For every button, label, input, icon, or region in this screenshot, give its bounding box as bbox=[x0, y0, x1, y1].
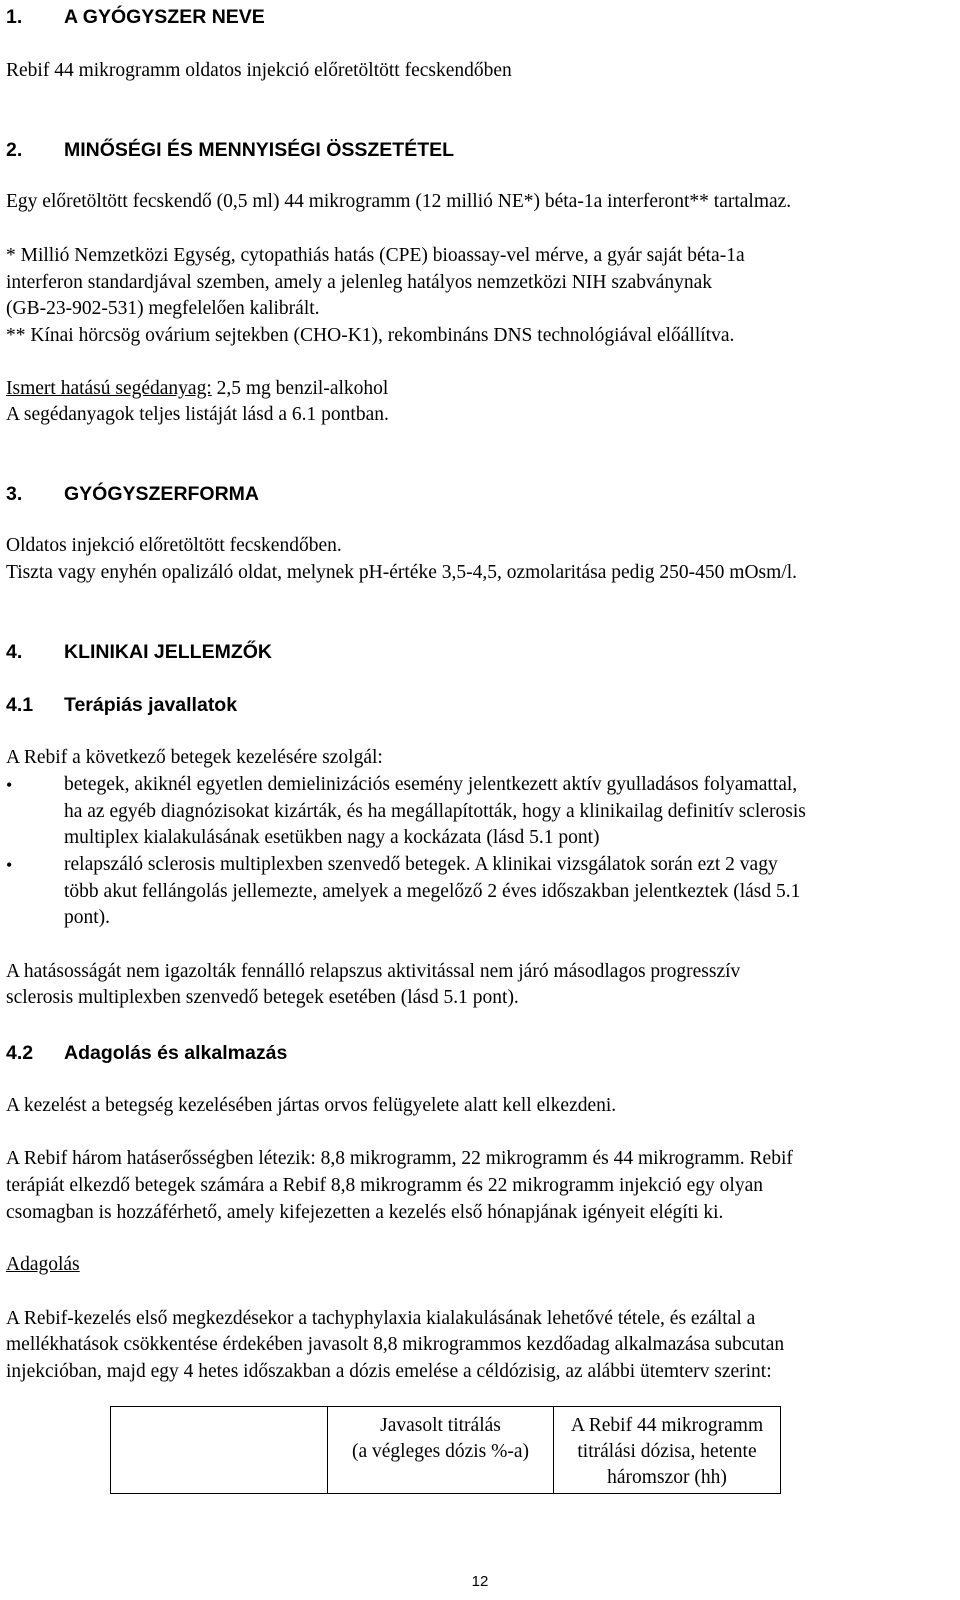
dosage-subheading: Adagolás bbox=[6, 1254, 80, 1275]
section-4-1-heading: 4.1 Terápiás javallatok bbox=[6, 694, 238, 716]
dosage-line: injekcióban, majd egy 4 hetes időszakban a dózis emelése a céldózisig, az alábbi ütemterv szerint: bbox=[6, 1361, 772, 1382]
footnote-2: ** Kínai hörcsög ovárium sejtekben (CHO-K1), rekombináns DNS technológiával előállítva. bbox=[6, 325, 735, 346]
bullet-icon: • bbox=[6, 855, 13, 875]
footnote-1-line: interferon standardjával szemben, amely a jelenleg hatályos nemzetközi NIH szabványnak bbox=[6, 272, 713, 293]
bullet-1-line: betegek, akiknél egyetlen demielinizációs esemény jelentkezett aktív gyulladásos folyamattal, bbox=[64, 774, 798, 795]
bullet-1-line: ha az egyéb diagnózisokat kizárták, és ha megállapították, hogy a klinikailag definitív sclerosis bbox=[64, 801, 806, 822]
strengths-line: csomagban is hozzáférhető, amely kifejezetten a kezelés első hónapjának igényeit elégíti ki. bbox=[6, 1202, 724, 1223]
table-header-dose: A Rebif 44 mikrogramm titrálási dózisa, hetente háromszor (hh) bbox=[554, 1407, 781, 1494]
footnote-1-line: * Millió Nemzetközi Egység, cytopathiás hatás (CPE) bioassay-vel mérve, a gyár saját béta-1a bbox=[6, 245, 745, 266]
strengths-line: A Rebif három hatáserősségben létezik: 8,8 mikrogramm, 22 mikrogramm és 44 mikrogramm. Rebif bbox=[6, 1148, 793, 1169]
form-line: Tiszta vagy enyhén opalizáló oldat, melynek pH-értéke 3,5-4,5, ozmolaritása pedig 250-450 mOsm/l. bbox=[6, 562, 798, 583]
product-name: Rebif 44 mikrogramm oldatos injekció előretöltött fecskendőben bbox=[6, 60, 512, 81]
indications-intro: A Rebif a következő betegek kezelésére szolgál: bbox=[6, 747, 383, 768]
form-line: Oldatos injekció előretöltött fecskendőben. bbox=[6, 535, 342, 556]
titration-table bbox=[110, 1406, 781, 1494]
page-number: 12 bbox=[471, 1573, 489, 1590]
excipient-line: Ismert hatású segédanyag: 2,5 mg benzil-alkohol bbox=[6, 378, 389, 399]
excipient-label: Ismert hatású segédanyag: bbox=[6, 378, 212, 399]
footnote-1-line: (GB-23-902-531) megfelelően kalibrált. bbox=[6, 298, 320, 319]
section-3-heading: 3. GYÓGYSZERFORMA bbox=[6, 483, 260, 505]
dosage-line: A Rebif-kezelés első megkezdésekor a tachyphylaxia kialakulásának lehetővé tétele, és ezáltal a bbox=[6, 1308, 756, 1329]
bullet-2-line: relapszáló sclerosis multiplexben szenvedő betegek. A klinikai vizsgálatok során ezt 2 vagy bbox=[64, 854, 778, 875]
excipient-reference: A segédanyagok teljes listáját lásd a 6.1 pontban. bbox=[6, 404, 389, 425]
efficacy-note-line: A hatásosságát nem igazolták fennálló relapszus aktivitással nem járó másodlagos progresszív bbox=[6, 961, 741, 982]
efficacy-note-line: sclerosis multiplexben szenvedő betegek esetében (lásd 5.1 pont). bbox=[6, 987, 519, 1008]
treatment-start-text: A kezelést a betegség kezelésében jártas orvos felügyelete alatt kell elkezdeni. bbox=[6, 1095, 617, 1116]
bullet-1-line: multiplex kialakulásának esetükben nagy a kockázata (lásd 5.1 pont) bbox=[64, 827, 600, 848]
bullet-2-line: több akut fellángolás jellemezte, amelyek a megelőző 2 éves időszakban jelentkeztek (lásd 5.1 bbox=[64, 881, 801, 902]
section-2-heading: 2. MINŐSÉGI ÉS MENNYISÉGI ÖSSZETÉTEL bbox=[6, 139, 455, 161]
table-header-empty bbox=[111, 1407, 328, 1494]
bullet-2-line: pont). bbox=[64, 907, 111, 928]
composition-text: Egy előretöltött fecskendő (0,5 ml) 44 mikrogramm (12 millió NE*) béta-1a interferont** tartalmaz. bbox=[6, 191, 792, 212]
section-4-2-heading: 4.2 Adagolás és alkalmazás bbox=[6, 1042, 288, 1064]
section-4-heading: 4. KLINIKAI JELLEMZŐK bbox=[6, 641, 272, 663]
section-1-heading: 1. A GYÓGYSZER NEVE bbox=[6, 6, 265, 28]
dosage-line: mellékhatások csökkentése érdekében javasolt 8,8 mikrogrammos kezdőadag alkalmazása subcutan bbox=[6, 1334, 785, 1355]
table-header-row bbox=[111, 1407, 781, 1494]
table-header-titration: Javasolt titrálás (a végleges dózis %-a) bbox=[328, 1407, 554, 1494]
bullet-icon: • bbox=[6, 775, 13, 795]
strengths-line: terápiát elkezdő betegek számára a Rebif 8,8 mikrogramm és 22 mikrogramm injekció egy olyan bbox=[6, 1175, 763, 1196]
